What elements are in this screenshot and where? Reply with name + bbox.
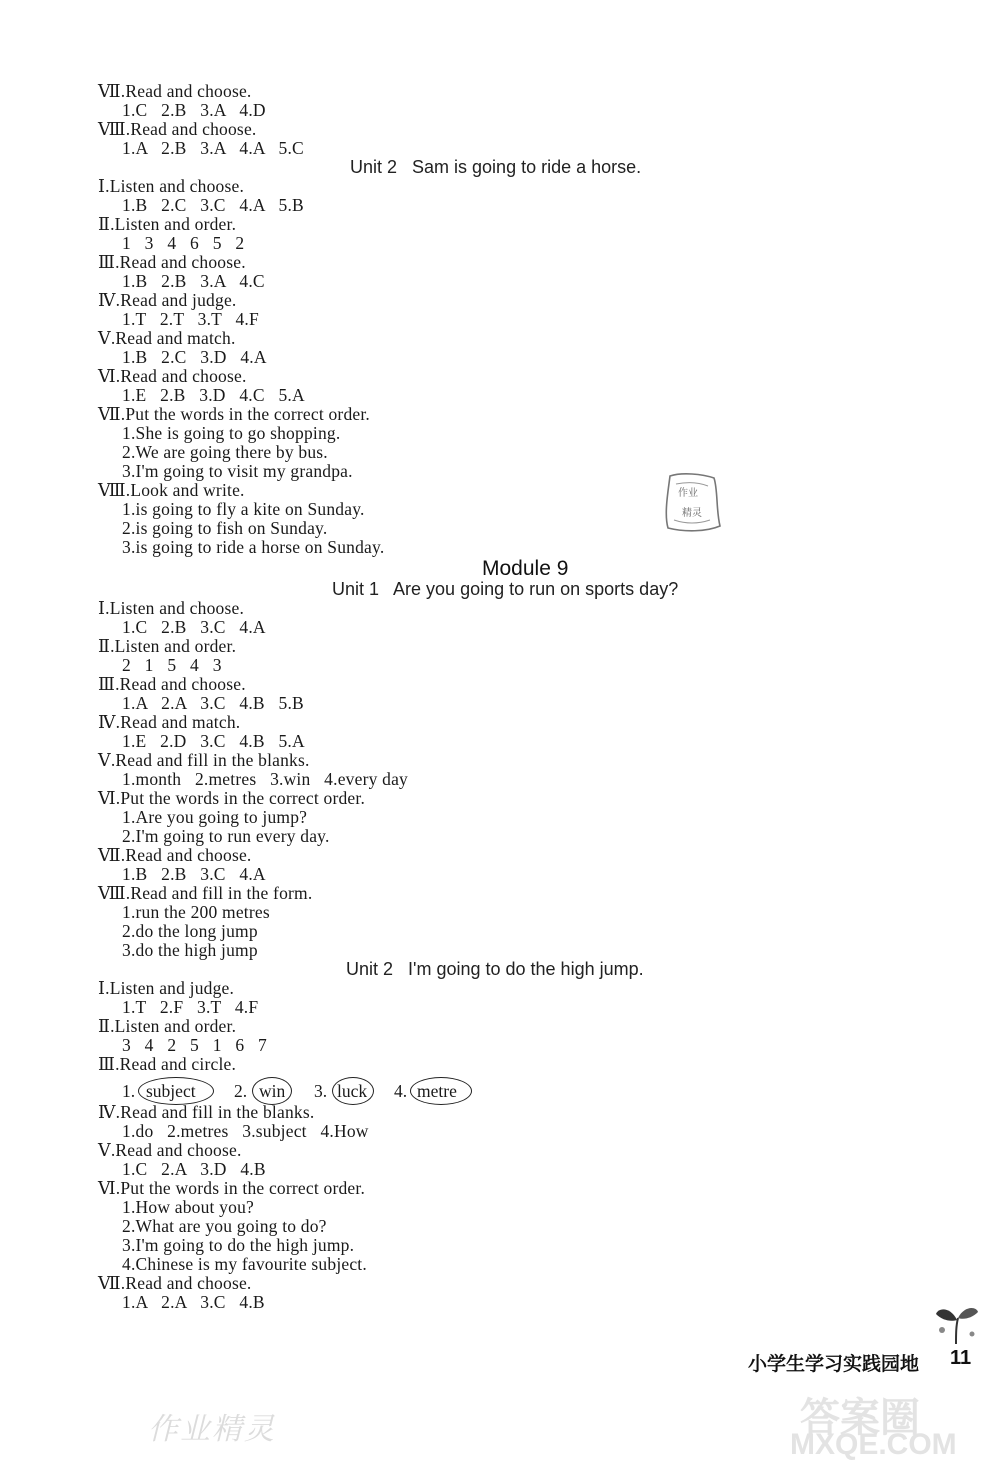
section-heading: Ⅷ.Read and fill in the form. <box>98 883 313 903</box>
stamp-text-top: 作业 <box>678 488 698 499</box>
answer-line: 1.E 2.D 3.C 4.B 5.A <box>122 731 305 751</box>
answer-line: 3.is going to ride a horse on Sunday. <box>122 537 385 557</box>
stamp-text-bottom: 精灵 <box>682 508 702 519</box>
watermark-left: 作业精灵 <box>148 1412 276 1447</box>
answer-line: 2.I'm going to run every day. <box>122 826 330 846</box>
section-heading: Ⅰ.Listen and judge. <box>98 978 235 998</box>
circled-word <box>252 1077 292 1105</box>
section-heading: Ⅳ.Read and judge. <box>98 290 237 310</box>
answer-number: 4. <box>394 1081 408 1101</box>
answer-line: 1.B 2.C 3.D 4.A <box>122 347 267 367</box>
answer-line: 1.T 2.F 3.T 4.F <box>122 997 259 1017</box>
section-heading: Ⅱ.Listen and order. <box>98 1016 237 1036</box>
answer-line: 1.C 2.A 3.D 4.B <box>122 1159 266 1179</box>
section-heading: Ⅱ.Listen and order. <box>98 636 237 656</box>
stamp-icon <box>662 470 724 536</box>
answer-line: 1.A 2.B 3.A 4.A 5.C <box>122 138 304 158</box>
section-heading: Ⅵ.Read and choose. <box>98 366 247 386</box>
section-heading: Ⅵ.Put the words in the correct order. <box>98 788 366 808</box>
section-heading: Ⅲ.Read and choose. <box>98 252 246 272</box>
answer-line: 3 4 2 5 1 6 7 <box>122 1035 267 1055</box>
answer-number: 2. <box>234 1081 248 1101</box>
section-heading: Ⅷ.Read and choose. <box>98 119 257 139</box>
answer-line: 3.do the high jump <box>122 940 258 960</box>
section-heading: Ⅷ.Look and write. <box>98 480 245 500</box>
circled-word-text: metre <box>417 1081 457 1101</box>
circled-word <box>332 1077 374 1105</box>
circled-word <box>138 1077 214 1105</box>
answer-line: 1.She is going to go shopping. <box>122 423 341 443</box>
circled-word <box>410 1077 472 1105</box>
answer-line: 3.I'm going to do the high jump. <box>122 1235 355 1255</box>
answer-line: 1.E 2.B 3.D 4.C 5.A <box>122 385 305 405</box>
answer-line: 1.C 2.B 3.C 4.A <box>122 617 266 637</box>
section-heading: Ⅶ.Read and choose. <box>98 845 252 865</box>
answer-line: 1.Are you going to jump? <box>122 807 308 827</box>
answer-line: 2 1 5 4 3 <box>122 655 222 675</box>
section-heading: Ⅵ.Put the words in the correct order. <box>98 1178 366 1198</box>
answer-line: 1.B 2.B 3.C 4.A <box>122 864 266 884</box>
answer-line: 1.C 2.B 3.A 4.D <box>122 100 266 120</box>
answer-line: 2.We are going there by bus. <box>122 442 328 462</box>
answer-line: 1.A 2.A 3.C 4.B <box>122 1292 265 1312</box>
watermark-right: 答案圈 <box>800 1396 920 1440</box>
sprout-icon <box>932 1300 980 1346</box>
section-heading: Ⅶ.Put the words in the correct order. <box>98 404 371 424</box>
answer-line: 4.Chinese is my favourite subject. <box>122 1254 367 1274</box>
section-heading: Ⅴ.Read and fill in the blanks. <box>98 750 310 770</box>
section-heading: Ⅴ.Read and match. <box>98 328 236 348</box>
unit-heading: Unit 2 I'm going to do the high jump. <box>346 959 644 979</box>
answer-line: 1.month 2.metres 3.win 4.every day <box>122 769 409 789</box>
module-title: Module 9 <box>482 557 569 580</box>
answer-line: 1.T 2.T 3.T 4.F <box>122 309 259 329</box>
circled-word-text: subject <box>146 1081 196 1101</box>
section-heading: Ⅶ.Read and choose. <box>98 1273 252 1293</box>
answer-line: 1.B 2.C 3.C 4.A 5.B <box>122 195 304 215</box>
section-heading: Ⅲ.Read and circle. <box>98 1054 237 1074</box>
section-heading: Ⅳ.Read and match. <box>98 712 241 732</box>
unit-heading: Unit 2 Sam is going to ride a horse. <box>350 157 642 177</box>
section-heading: Ⅶ.Read and choose. <box>98 81 252 101</box>
answer-line: 1.is going to fly a kite on Sunday. <box>122 499 365 519</box>
answer-line: 1.B 2.B 3.A 4.C <box>122 271 265 291</box>
section-heading: Ⅰ.Listen and choose. <box>98 176 245 196</box>
circled-word-text: win <box>259 1081 286 1101</box>
section-heading: Ⅲ.Read and choose. <box>98 674 246 694</box>
answer-line: 1.How about you? <box>122 1197 254 1217</box>
circled-word-text: luck <box>337 1081 368 1101</box>
answer-line: 1.do 2.metres 3.subject 4.How <box>122 1121 369 1141</box>
answer-line: 1 3 4 6 5 2 <box>122 233 245 253</box>
answer-line: 3.I'm going to visit my grandpa. <box>122 461 353 481</box>
answer-line: 2.is going to fish on Sunday. <box>122 518 328 538</box>
unit-heading: Unit 1 Are you going to run on sports day? <box>332 579 679 599</box>
watermark-url: MXQE.COM <box>790 1428 957 1461</box>
answer-number: 3. <box>314 1081 328 1101</box>
answer-line: 2.What are you going to do? <box>122 1216 327 1236</box>
answer-line: 2.do the long jump <box>122 921 258 941</box>
section-heading: Ⅰ.Listen and choose. <box>98 598 245 618</box>
answer-number: 1. <box>122 1081 136 1101</box>
section-heading: Ⅱ.Listen and order. <box>98 214 237 234</box>
answer-line: 1.run the 200 metres <box>122 902 270 922</box>
answer-line: 1.A 2.A 3.C 4.B 5.B <box>122 693 304 713</box>
section-heading: Ⅴ.Read and choose. <box>98 1140 242 1160</box>
page-number: 11 <box>950 1347 972 1369</box>
section-heading: Ⅳ.Read and fill in the blanks. <box>98 1102 315 1122</box>
book-title: 小学生学习实践园地 <box>748 1354 920 1375</box>
